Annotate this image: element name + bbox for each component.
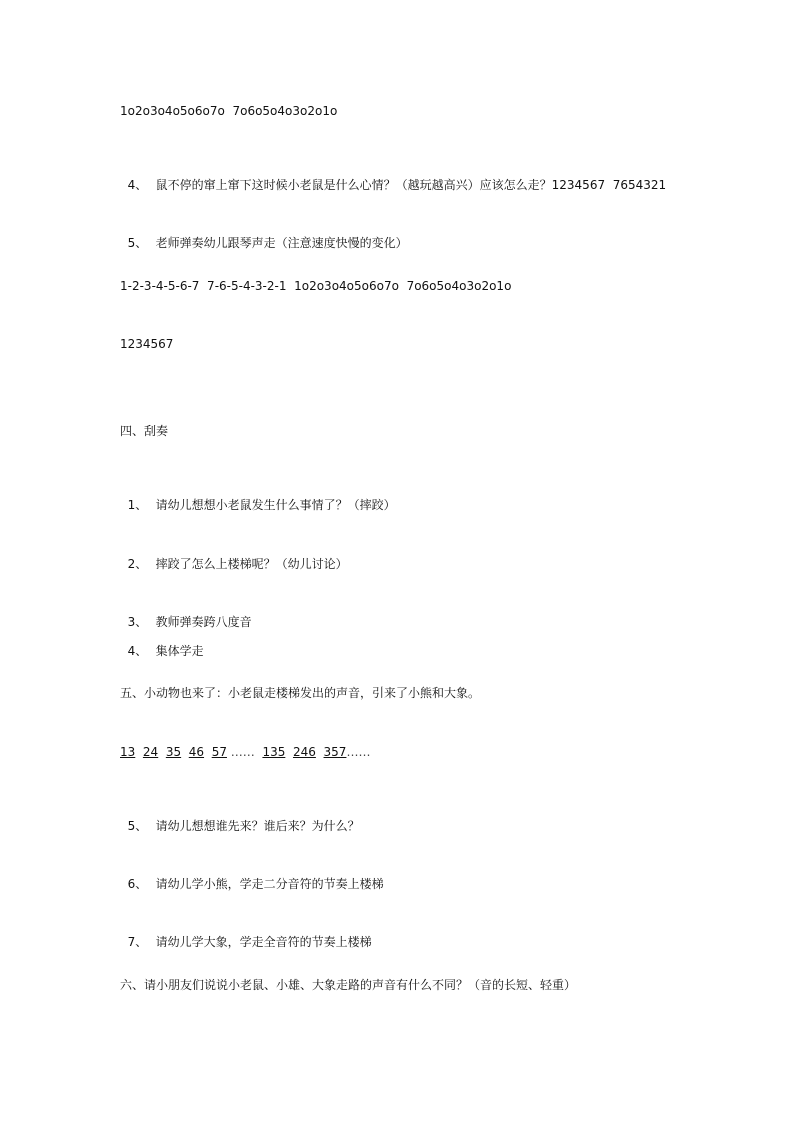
item-number: 5、 xyxy=(127,236,148,250)
item-4 xyxy=(120,161,666,193)
notation-line-1: 1o2o3o4o5o6o7o 7o6o5o4o3o2o1o xyxy=(120,104,338,118)
item-text: 集体学走 xyxy=(155,644,204,658)
item-4b xyxy=(120,627,204,659)
item-number: 4、 xyxy=(127,644,148,658)
notation-line-2: 1-2-3-4-5-6-7 7-6-5-4-3-2-1 1o2o3o4o5o6o7o 7o6o5o4o3o2o1o xyxy=(120,279,512,293)
item-text: 教师弹奏跨八度音 xyxy=(155,615,252,629)
item-text: 请幼儿想想谁先来？谁后来？为什么？ xyxy=(155,819,360,833)
item-number: 7、 xyxy=(127,935,148,949)
item-5 xyxy=(120,219,408,251)
section-heading-4: 四、刮奏 xyxy=(120,424,169,438)
interval-pair: 35 xyxy=(165,745,182,759)
item-text: 老师弹奏幼儿跟琴声走（注意速度快慢的变化） xyxy=(155,236,408,250)
interval-pair: 13 xyxy=(120,745,136,759)
interval-triple: 246 xyxy=(292,745,316,759)
section-heading-6: 六、请小朋友们说说小老鼠、小雄、大象走路的声音有什么不同？（音的长短、轻重） xyxy=(120,978,577,992)
interval-pair: 46 xyxy=(188,745,205,759)
ellipsis: …… xyxy=(230,745,255,759)
item-number: 3、 xyxy=(127,615,148,629)
section-heading-5: 五、小动物也来了：小老鼠走楼梯发出的声音，引来了小熊和大象。 xyxy=(120,686,481,700)
item-5b xyxy=(120,802,360,834)
interval-triple: 357 xyxy=(323,745,347,759)
item-6 xyxy=(120,860,384,892)
item-number: 2、 xyxy=(127,557,148,571)
item-number: 1、 xyxy=(127,498,148,512)
item-7 xyxy=(120,918,372,950)
item-text: 请幼儿学大象，学走全音符的节奏上楼梯 xyxy=(155,935,372,949)
interval-pair: 24 xyxy=(142,745,159,759)
item-text: 请幼儿想想小老鼠发生什么事情了？（摔跤） xyxy=(155,498,396,512)
item-1 xyxy=(120,481,396,513)
item-number: 5、 xyxy=(127,819,148,833)
item-number: 6、 xyxy=(127,877,148,891)
notation-line-3: 1234567 xyxy=(120,337,174,351)
item-3 xyxy=(120,598,252,630)
item-text: 鼠不停的窜上窜下这时候小老鼠是什么心情？（越玩越高兴）应该怎么走？1234567 7654321 xyxy=(155,178,667,192)
ellipsis: …… xyxy=(346,745,371,759)
item-2 xyxy=(120,540,348,572)
interval-triple: 135 xyxy=(262,745,286,759)
interval-pair: 57 xyxy=(211,745,227,759)
item-number: 4、 xyxy=(127,178,148,192)
item-text: 请幼儿学小熊，学走二分音符的节奏上楼梯 xyxy=(155,877,384,891)
interval-notation-line xyxy=(120,744,370,760)
item-text: 摔跤了怎么上楼梯呢？（幼儿讨论） xyxy=(155,557,348,571)
